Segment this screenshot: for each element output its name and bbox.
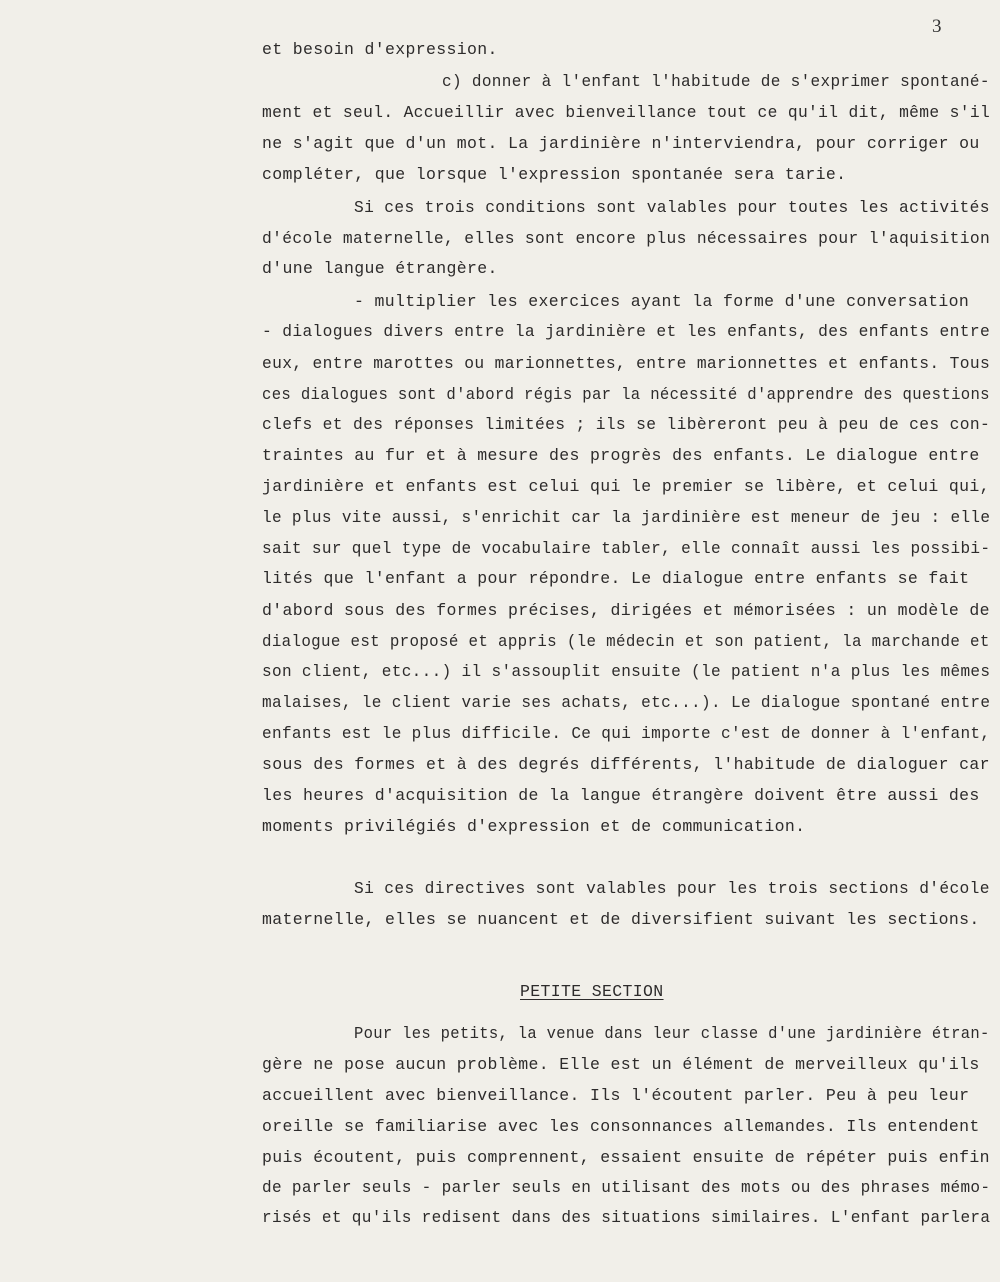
page-number: 3 [932,16,942,37]
text-line: clefs et des réponses limitées ; ils se libèreront peu à peu de ces con- [262,415,991,434]
text-line: Pour les petits, la venue dans leur classe d'une jardinière étran- [354,1024,990,1043]
text-line: Si ces directives sont valables pour les trois sections d'école [354,879,990,898]
text-line: les heures d'acquisition de la langue étrangère doivent être aussi des [262,786,980,805]
text-line: maternelle, elles se nuancent et de diversifient suivant les sections. [262,910,980,929]
text-line: d'une langue étrangère. [262,259,498,278]
text-line: risés et qu'ils redisent dans des situations similaires. L'enfant parlera [262,1208,991,1227]
text-line: ment et seul. Accueillir avec bienveillance tout ce qu'il dit, même s'il [262,103,991,122]
text-line: traintes au fur et à mesure des progrès des enfants. Le dialogue entre [262,446,980,465]
text-line: c) donner à l'enfant l'habitude de s'exprimer spontané- [442,72,990,91]
text-line: le plus vite aussi, s'enrichit car la jardinière est meneur de jeu : elle [262,508,991,527]
text-line: et besoin d'expression. [262,40,498,59]
text-line: sait sur quel type de vocabulaire tabler, elle connaît aussi les possibi- [262,539,991,558]
text-line: gère ne pose aucun problème. Elle est un élément de merveilleux qu'ils [262,1055,980,1074]
text-line: sous des formes et à des degrés différents, l'habitude de dialoguer car [262,755,990,774]
text-line: eux, entre marottes ou marionnettes, entre marionnettes et enfants. Tous [262,354,991,373]
section-heading: PETITE SECTION [520,982,664,1001]
text-line: jardinière et enfants est celui qui le premier se libère, et celui qui, [262,477,990,496]
text-line: ces dialogues sont d'abord régis par la nécessité d'apprendre des questions [262,385,990,404]
text-line: son client, etc...) il s'assouplit ensuite (le patient n'a plus les mêmes [262,662,991,681]
text-line: accueillent avec bienveillance. Ils l'écoutent parler. Peu à peu leur [262,1086,970,1105]
text-line: puis écoutent, puis comprennent, essaient ensuite de répéter puis enfin [262,1148,990,1167]
text-line: oreille se familiarise avec les consonnances allemandes. Ils entendent [262,1117,980,1136]
text-line: ne s'agit que d'un mot. La jardinière n'interviendra, pour corriger ou [262,134,980,153]
text-line: - dialogues divers entre la jardinière et les enfants, des enfants entre [262,322,991,341]
text-line: malaises, le client varie ses achats, etc...). Le dialogue spontané entre [262,693,991,712]
text-line: lités que l'enfant a pour répondre. Le dialogue entre enfants se fait [262,569,970,588]
text-line: d'abord sous des formes précises, dirigées et mémorisées : un modèle de [262,601,990,620]
text-line: enfants est le plus difficile. Ce qui importe c'est de donner à l'enfant, [262,724,991,743]
text-line: d'école maternelle, elles sont encore plus nécessaires pour l'aquisition [262,229,991,248]
text-line: de parler seuls - parler seuls en utilisant des mots ou des phrases mémo- [262,1178,991,1197]
text-line: - multiplier les exercices ayant la forme d'une conversation [354,292,970,311]
text-line: compléter, que lorsque l'expression spontanée sera tarie. [262,165,847,184]
text-line: dialogue est proposé et appris (le médecin et son patient, la marchande et [262,632,990,651]
text-line: Si ces trois conditions sont valables pour toutes les activités [354,198,990,217]
text-line: moments privilégiés d'expression et de communication. [262,817,806,836]
